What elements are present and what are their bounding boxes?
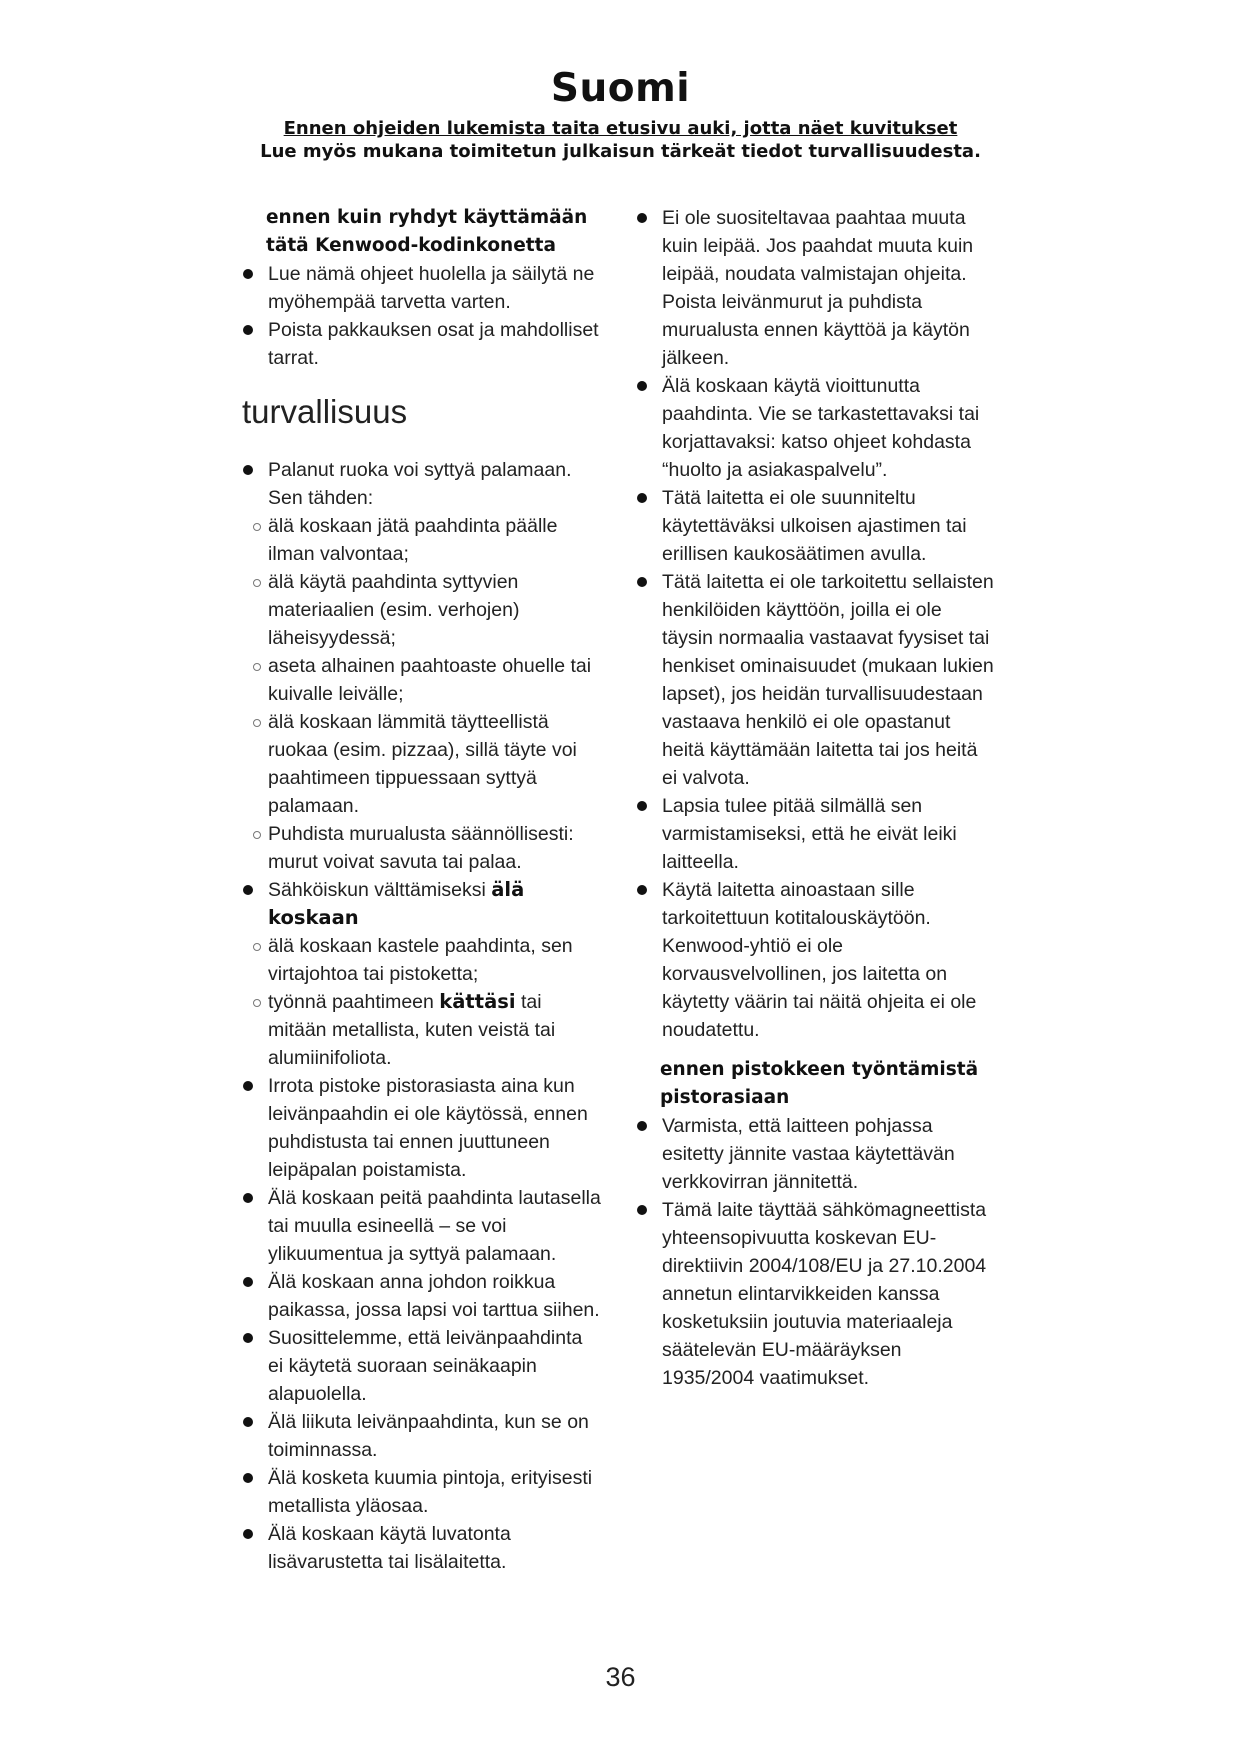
section-heading-safety: turvallisuus — [242, 393, 408, 430]
list-item: Ei ole suositeltavaa paahtaa muuta kuin leipää. Jos paahdat muuta kuin leipää, noudata valmistajan ohjeita. Poista leivänmurut ja puhdista murualusta ennen käyttöä ja käytön jälkeen. — [636, 204, 996, 372]
list-item: Tätä laitetta ei ole tarkoitettu sellaisten henkilöiden käyttöön, joilla ei ole täysin normaalia vastaavat fyysiset tai henkiset ominaisuudet (mukaan lukien lapset), jos heidän turvallisuudestaan vastaava henkilö ei ole opastanut heitä käyttämään laitetta tai jos heitä ei valvota. — [636, 568, 996, 792]
list-item: Irrota pistoke pistorasiasta aina kun leivänpaahdin ei ole käytössä, ennen puhdistusta tai ennen juuttuneen leipäpalan poistamista. — [242, 1072, 602, 1184]
plug-heading: ennen pistokkeen työntämistä pistorasiaan — [660, 1059, 979, 1108]
fold-out-instruction: Ennen ohjeiden lukemista taita etusivu auki, jotta näet kuvitukset — [283, 118, 958, 139]
list-item: Palanut ruoka voi syttyä palamaan. Sen tähden: — [242, 456, 602, 512]
intro-list — [242, 260, 602, 372]
safety-list-continued — [636, 204, 996, 1044]
sub-list-item: aseta alhainen paahtoaste ohuelle tai kuivalle leivälle; — [242, 652, 602, 708]
list-item: Tätä laitetta ei ole suunniteltu käytettäväksi ulkoisen ajastimen tai erillisen kaukosäätimen avulla. — [636, 484, 996, 568]
list-item: Lapsia tulee pitää silmällä sen varmistamiseksi, että he eivät leiki laitteella. — [636, 792, 996, 876]
metal-text: tai mitään metallista, kuten veistä tai alumiinifoliota. — [268, 991, 556, 1069]
list-item: Älä koskaan peitä paahdinta lautasella tai muulla esineellä – se voi ylikuumentua ja syttyä palamaan. — [242, 1184, 602, 1268]
list-item: Tämä laite täyttää sähkömagneettista yhteensopivuutta koskevan EU-direktiivin 2004/108/EU ja 27.10.2004 annetun elintarvikkeiden kanssa kosketuksiin joutuvia materiaaleja säätelevän EU-määräyksen 1935/2004 vaatimukset. — [636, 1196, 996, 1392]
list-item: Älä koskaan anna johdon roikkua paikassa, jossa lapsi voi tarttua siihen. — [242, 1268, 602, 1324]
list-item: Älä koskaan käytä vioittunutta paahdinta. Vie se tarkastettavaksi tai korjattavaksi: katso ohjeet kohdasta “huolto ja asiakaspalvelu”. — [636, 372, 996, 484]
insert-text: työnnä paahtimeen — [268, 991, 434, 1013]
sub-list-item: älä koskaan kastele paahdinta, sen virtajohtoa tai pistoketta; — [242, 932, 602, 988]
sub-list-item: Puhdista murualusta säännöllisesti: murut voivat savuta tai palaa. — [242, 820, 602, 876]
sub-list-item: älä käytä paahdinta syttyvien materiaalien (esim. verhojen) läheisyydessä; — [242, 568, 602, 652]
list-item — [242, 876, 602, 932]
list-item: Käytä laitetta ainoastaan sille tarkoitettuun kotitalouskäytöön. Kenwood-yhtiö ei ole korvausvelvollinen, jos laitetta on käytetty väärin tai näitä ohjeita ei ole noudatettu. — [636, 876, 996, 1044]
sub-list-item: älä koskaan lämmitä täytteellistä ruokaa (esim. pizzaa), sillä täyte voi paahtimeen tippuessaan syttyä palamaan. — [242, 708, 602, 820]
plug-list — [636, 1112, 996, 1392]
safety-notice: Lue myös mukana toimitetun julkaisun tärkeät tiedot turvallisuudesta. — [260, 141, 981, 162]
page-title: Suomi — [550, 66, 691, 111]
list-item: Poista pakkauksen osat ja mahdolliset tarrat. — [242, 316, 602, 372]
electric-shock-text: Sähköiskun välttämiseksi — [268, 879, 486, 901]
right-column — [636, 204, 996, 1392]
left-column — [242, 204, 602, 1576]
safety-list — [242, 456, 602, 1576]
sub-list-item — [242, 988, 602, 1072]
list-item: Lue nämä ohjeet huolella ja säilytä ne myöhempää tarvetta varten. — [242, 260, 602, 316]
sub-list-item: älä koskaan jätä paahdinta päälle ilman valvontaa; — [242, 512, 602, 568]
list-item: Varmista, että laitteen pohjassa esitetty jännite vastaa käytettävän verkkovirran jännitettä. — [636, 1112, 996, 1196]
emphasis-never: älä koskaan — [268, 878, 525, 929]
list-item: Älä liikuta leivänpaahdinta, kun se on toiminnassa. — [242, 1408, 602, 1464]
list-item: Älä kosketa kuumia pintoja, erityisesti metallista yläosaa. — [242, 1464, 602, 1520]
intro-heading: ennen kuin ryhdyt käyttämään tätä Kenwood-kodinkonetta — [266, 207, 588, 256]
emphasis-hand: kättäsi — [439, 990, 516, 1013]
list-item: Suosittelemme, että leivänpaahdinta ei käytetä suoraan seinäkaapin alapuolella. — [242, 1324, 602, 1408]
list-item: Älä koskaan käytä luvatonta lisävarustetta tai lisälaitetta. — [242, 1520, 602, 1576]
page-number: 36 — [605, 1662, 636, 1692]
